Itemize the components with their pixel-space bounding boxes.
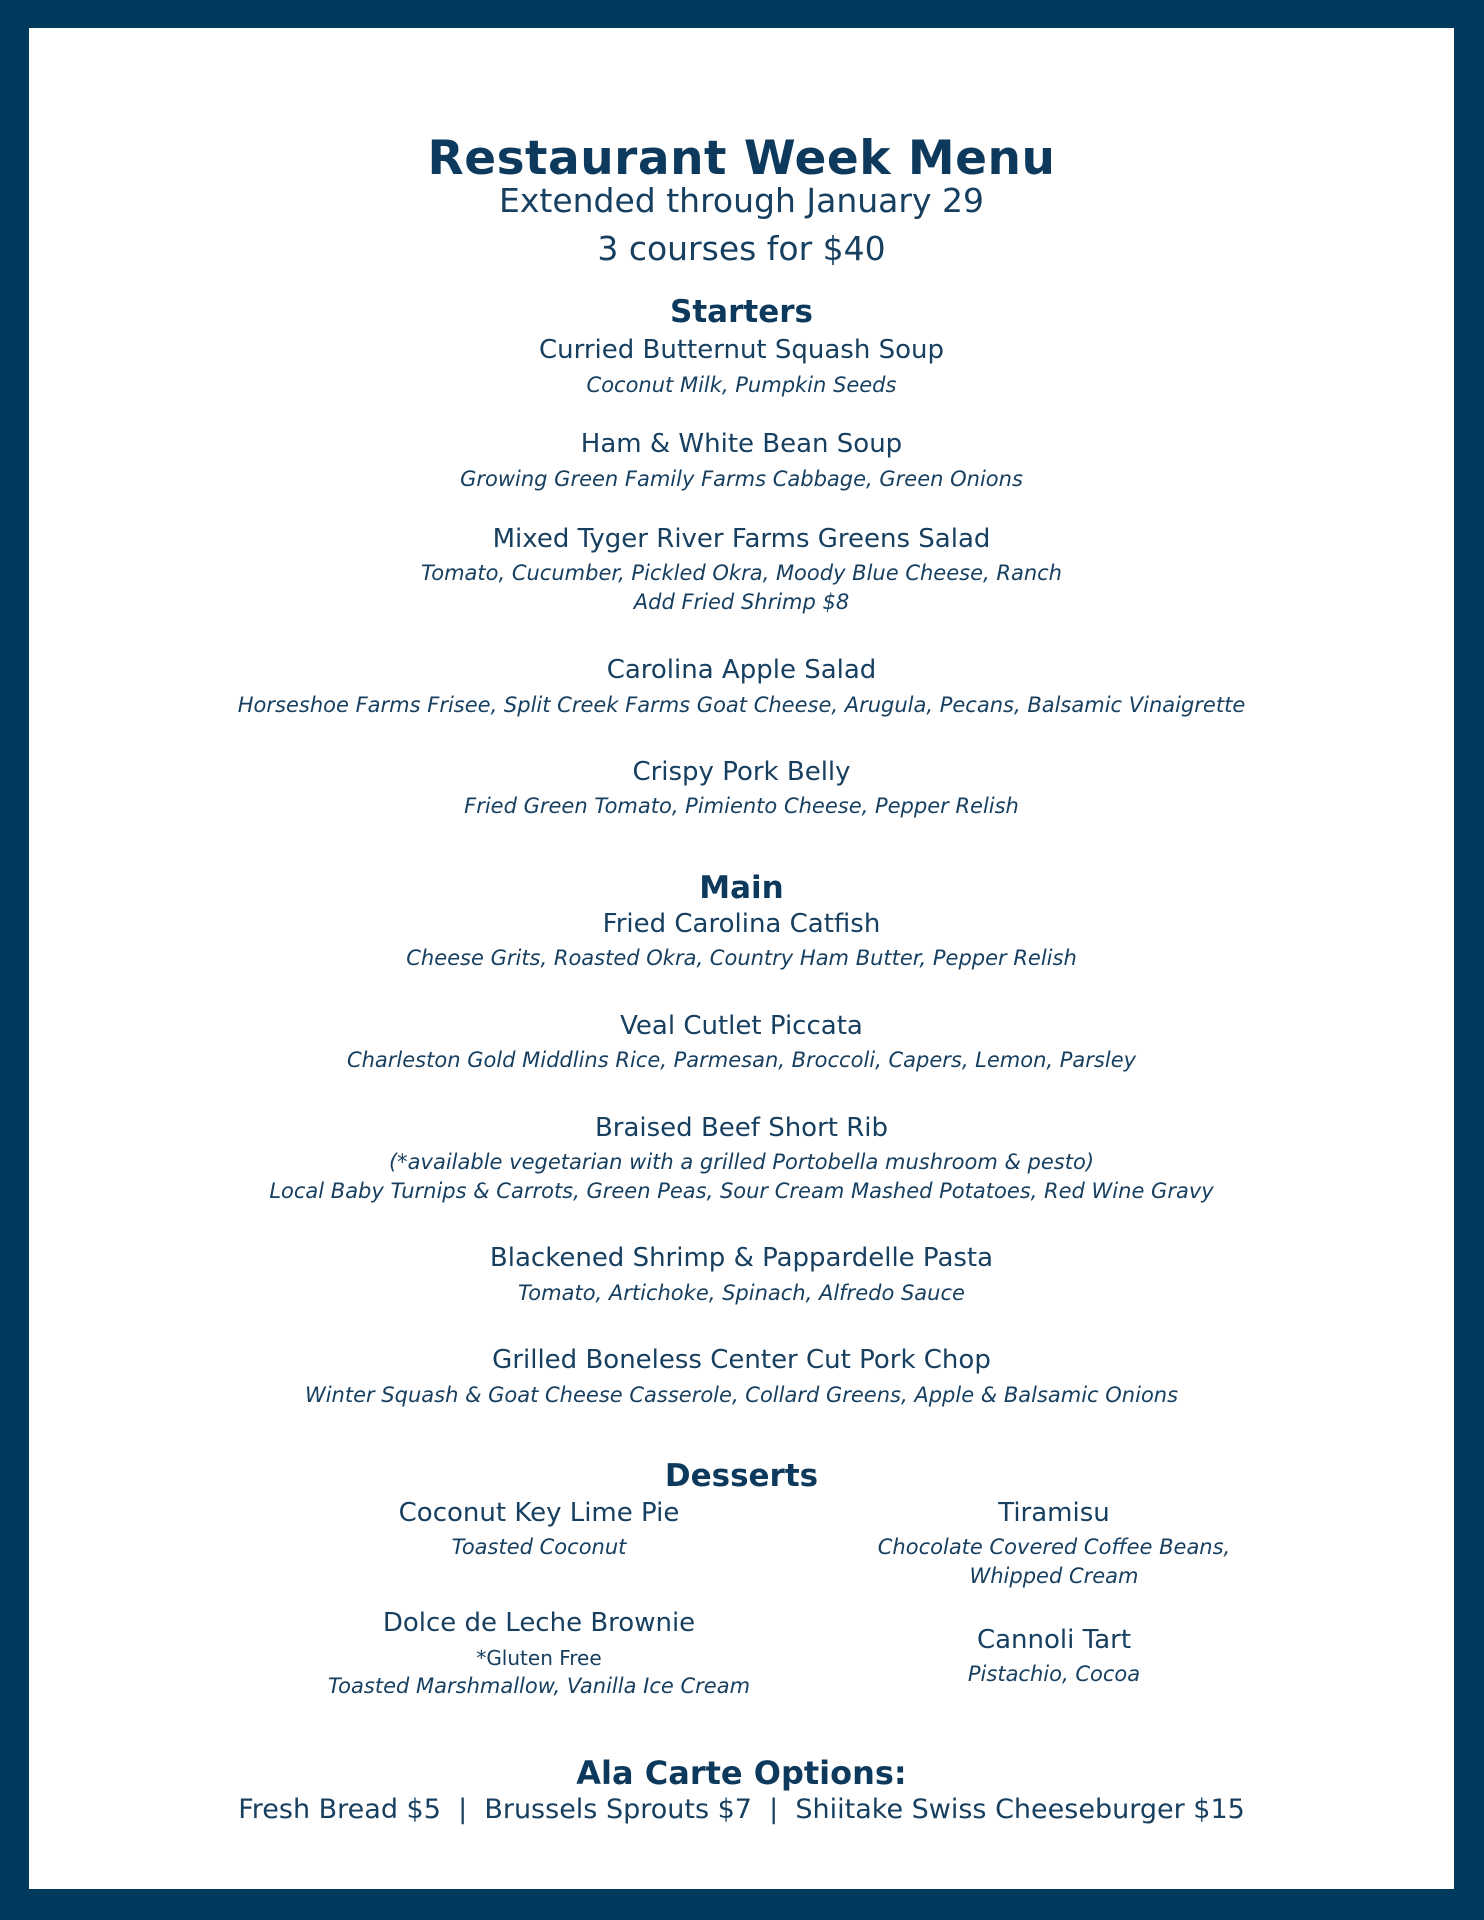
dish-description: Growing Green Family Farms Cabbage, Green Onions	[460, 467, 1023, 491]
dish-vegetarian-note: (*available vegetarian with a grilled Portobella mushroom & pesto)	[388, 1150, 1095, 1174]
dish-name: Ham & White Bean Soup	[580, 429, 903, 459]
dish-description: Charleston Gold Middlins Rice, Parmesan, Broccoli, Capers, Lemon, Parsley	[346, 1048, 1137, 1072]
dish-description: Horseshoe Farms Frisee, Split Creek Farms Goat Cheese, Arugula, Pecans, Balsamic Vinaigrette	[237, 693, 1246, 717]
menu-subtitle-price: 3 courses for $40	[597, 229, 886, 268]
ala-carte-line: Fresh Bread $5 | Brussels Sprouts $7 | Shiitake Swiss Cheeseburger $15	[238, 1794, 1245, 1825]
dish-description: Tomato, Cucumber, Pickled Okra, Moody Blue Cheese, Ranch	[421, 561, 1062, 585]
section-title-ala-carte: Ala Carte Options:	[576, 1754, 907, 1792]
dish-name: Blackened Shrimp & Pappardelle Pasta	[489, 1243, 994, 1273]
dish-description: Winter Squash & Goat Cheese Casserole, Collard Greens, Apple & Balsamic Onions	[304, 1383, 1179, 1407]
menu-title: Restaurant Week Menu	[427, 131, 1056, 186]
dish-description: Cheese Grits, Roasted Okra, Country Ham Butter, Pepper Relish	[406, 946, 1077, 970]
dish-name: Tiramisu	[998, 1498, 1110, 1528]
dish-name: Dolce de Leche Brownie	[382, 1608, 696, 1638]
section-title-desserts: Desserts	[664, 1458, 819, 1494]
dish-name: Curried Butternut Squash Soup	[539, 335, 944, 365]
dish-name: Grilled Boneless Center Cut Pork Chop	[492, 1345, 991, 1375]
dish-description: Local Baby Turnips & Carrots, Green Peas, Sour Cream Mashed Potatoes, Red Wine Gravy	[269, 1179, 1214, 1203]
dish-description: Toasted Coconut	[451, 1535, 627, 1559]
dish-description: Pistachio, Cocoa	[967, 1662, 1141, 1686]
dish-name: Veal Cutlet Piccata	[620, 1011, 863, 1041]
dish-description: Toasted Marshmallow, Vanilla Ice Cream	[327, 1674, 751, 1698]
dish-name: Fried Carolina Catfish	[602, 909, 881, 939]
dish-description: Whipped Cream	[969, 1564, 1139, 1588]
dish-description: Coconut Milk, Pumpkin Seeds	[586, 373, 897, 397]
dish-name: Cannoli Tart	[976, 1625, 1132, 1655]
menu-page	[29, 28, 1454, 1889]
dish-description: Fried Green Tomato, Pimiento Cheese, Pepper Relish	[464, 794, 1019, 818]
gluten-free-note: *Gluten Free	[476, 1646, 602, 1670]
dish-description: Tomato, Artichoke, Spinach, Alfredo Sauce	[518, 1281, 965, 1305]
section-title-starters: Starters	[670, 294, 813, 330]
dish-name: Coconut Key Lime Pie	[398, 1498, 680, 1528]
dish-name: Mixed Tyger River Farms Greens Salad	[492, 524, 991, 554]
menu-subtitle-dates: Extended through January 29	[499, 181, 984, 220]
section-title-main: Main	[699, 870, 784, 906]
dish-name: Crispy Pork Belly	[632, 757, 851, 787]
dish-description: Chocolate Covered Coffee Beans,	[877, 1535, 1231, 1559]
dish-name: Braised Beef Short Rib	[594, 1113, 889, 1143]
dish-addon: Add Fried Shrimp $8	[633, 590, 850, 614]
dish-name: Carolina Apple Salad	[606, 655, 877, 685]
